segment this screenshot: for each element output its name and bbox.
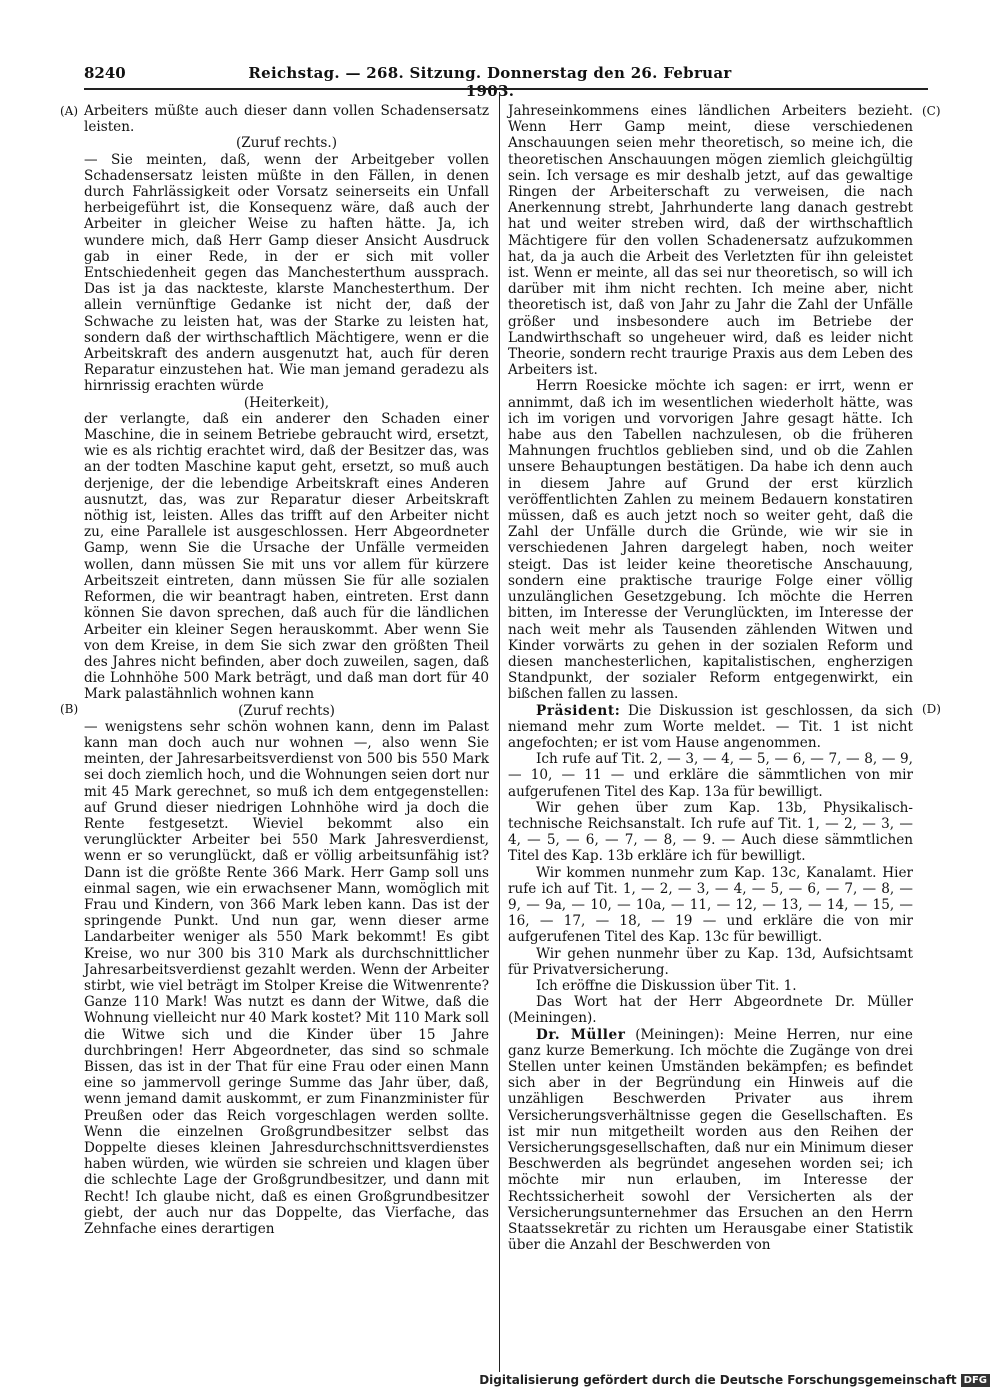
paragraph: Ich rufe auf Tit. 2, — 3, — 4, — 5, — 6, — 7, — 8, — 9, — 10, — 11 — und erkläre die sämmtlichen von mir aufgerufenen Titel des Kap. 13a für bewilligt. xyxy=(508,751,913,800)
running-head: Reichstag. — 268. Sitzung. Donnerstag den 26. Februar 1903. xyxy=(248,64,732,100)
speaker-name: Präsident: xyxy=(536,702,621,719)
speech-text: Die Diskussion ist geschlossen, da sich niemand mehr zum Worte meldet. — Tit. 1 ist nicht angefochten; er ist vom Hause angenommen. xyxy=(508,702,913,751)
credit-text: Digitalisierung gefördert durch die Deutsche Forschungsgemeinschaft xyxy=(479,1373,957,1387)
paragraph: Wir kommen nunmehr zum Kap. 13c, Kanalamt. Hier rufe ich auf Tit. 1, — 2, — 3, — 4, — 5, — 6, — 7, — 8, — 9, — 9a, — 10, — 10a, — 11, — 12, — 13, — 14, — 15, — 16, — 17, — 18, — 19 — und erkläre die von mir aufgerufenen Titel des Kap. 13c für bewilligt. xyxy=(508,864,913,946)
margin-marker-d: (D) xyxy=(922,702,941,716)
right-column xyxy=(508,103,913,1253)
interjection: (Zuruf rechts.) xyxy=(235,135,338,152)
speaker-name: Dr. Müller xyxy=(536,1026,626,1043)
column-divider xyxy=(499,92,500,1372)
paragraph: der verlangte, daß ein anderer den Schaden einer Maschine, die in seinem Betriebe gebraucht wird, ersetzt, wie es als richtig erachtet wird, daß der Besitzer das, was an der todten Maschine kaput geht, ersetzt, so muß auch derjenige, der die lebendige Arbeitskraft eines Anderen ausnutzt, das, was zur Reparatur dieser Arbeitskraft nöthig ist, leisten. Alles das trifft auf den Arbeiter nicht zu, eine Parallele ist ausgeschlossen. Herr Abgeordneter Gamp, wenn Sie die Ursache der Unfälle vermeiden wollen, dann müssen Sie mit uns vor allem für kürzere Arbeitszeit eintreten, dann müssen Sie für alle sozialen Reformen, die wir beantragt haben, eintreten. Erst dann können Sie davon sprechen, daß auch für die ländlichen Arbeiter ein kleiner Segen herauskommt. Aber wenn Sie von dem Kreise, in dem Sie sich zwar den größten Theil des Jahres nicht befinden, aber doch zuweilen, sagen, daß die Lohnhöhe 500 Mark beträgt, und daß man dort für 40 Mark palastähnlich wohnen kann xyxy=(84,410,489,703)
dfg-logo-icon: DFG xyxy=(961,1374,990,1387)
paragraph: Jahreseinkommens eines ländlichen Arbeiters bezieht. Wenn Herr Gamp meint, diese verschiedenen Anschauungen seien mehr theoretisch, so meine ich, die theoretischen Anschauungen mögen ziemlich gleichgültig sein. Ich versage es mir deshalb jetzt, auf das gewaltige Ringen der Arbeiterschaft zu verweisen, die nach Anerkennung strebt, Jahrhunderte lang danach gestrebt hat und weiter streben wird, daß der wirthschaftlich Mächtigere für den vollen Schadenersatz aufzukommen hat, da ja auch die Arbeit des Verletzten für ihn geleistet ist. Wenn er meinte, all das sei nur theoretisch, so will ich darüber mit ihm nicht rechten. Ich meine aber, nicht theoretisch ist, daß von Jahr zu Jahr die Zahl der Unfälle größer und insbesondere auch im Betriebe der Landwirthschaft so ungeheuer wird, daß es leider nicht Theorie, sondern recht traurige Praxis aus dem Leben des Arbeiters ist. xyxy=(508,103,913,379)
header-rule xyxy=(84,88,928,90)
paragraph: Das Wort hat der Herr Abgeordnete Dr. Müller (Meiningen). xyxy=(508,994,913,1027)
speaker-paragraph xyxy=(508,1027,913,1254)
margin-marker-c: (C) xyxy=(922,104,941,118)
margin-marker-a: (A) xyxy=(60,104,79,118)
paragraph: Herrn Roesicke möchte ich sagen: er irrt, wenn er annimmt, daß ich im wesentlichen wiederholt hätte, was ich im vorigen und vorvorigen Jahre gesagt hätte. Ich habe aus den Tabellen nachzulesen, ob die früheren Mahnungen fruchtlos geblieben sind, und ob die Zahlen unsere Behauptungen bestätigen. Da habe ich denn auch in diesem Jahre auf Grund der erst kürzlich veröffentlichten Zahlen zu meinem Bedauern konstatiren müssen, daß es auch jetzt noch so weiter geht, daß die Zahl der Unfälle durch die Gründe, wie wir sie in verschiedenen Jahren dargelegt haben, noch weiter steigt. Das ist leider keine theoretische Anschauung, sondern eine praktische traurige Folge einer völlig unzulänglichen Gesetzgebung. Ich möchte die Herren bitten, im Interesse der Verunglückten, im Interesse der nach weit mehr als Tausenden zählenden Witwen und Kinder vorwärts zu gehen in der sozialen Reform und diesen manchesterlichen, kapitalistischen, engherzigen Standpunkt, der sozialer Reform entgegenwirkt, ein bißchen fallen zu lassen. xyxy=(508,378,913,703)
paragraph: — wenigstens sehr schön wohnen kann, denn im Palast kann man doch auch nur wohnen —, also wenn Sie meinten, der Jahresarbeitsverdienst von 500 bis 550 Mark sei doch ziemlich hoch, und die Wohnungen seien dort nur mit 45 Mark gerechnet, so muß ich dem entgegenstellen: auf Grund dieser niedrigen Lohnhöhe wird ja doch die Rente festgesetzt. Wieviel bekommt also ein verunglückter Arbeiter bei 550 Mark Jahresverdienst, wenn er so verunglückt, daß er völlig arbeitsunfähig ist? Dann ist die größte Rente 366 Mark. Herr Gamp soll uns einmal sagen, wie ein erwachsener Mann, womöglich mit Frau und Kindern, von 366 Mark leben kann. Das ist der springende Punkt. Und nun gar, wenn dieser arme Landarbeiter weniger als 550 Mark bekommt! Es gibt Kreise, wo nur 300 bis 310 Mark als durchschnittlicher Jahresarbeitsverdienst gezahlt werden. Wenn der Arbeiter stirbt, wie viel beträgt im Stolper Kreise die Witwenrente? Ganze 110 Mark! Was nutzt es dann der Witwe, daß die Wohnung vielleicht nur 40 Mark kostet? Mit 110 Mark soll die Witwe sich und die Kinder über 15 Jahre durchbringen! Herr Abgeordneter, das sind so schmale Bissen, das ist in der That für eine Frau oder einen Mann eine so jammervoll geringe Summe das Jahr über, daß, wenn jemand damit auskommt, er zum Finanzminister für Preußen oder das Reich vorgeschlagen werden sollte. Wenn die einzelnen Großgrundbesitzer selbst das Doppelte dieses kleinen Jahresdurchschnittsverdienstes haben würden, wie würden sie schreien und klagen über die schlechte Lage der Großgrundbesitzer, und dann mit Recht! Ich glaube nicht, daß es einen Großgrundbesitzer giebt, der auch nur das Doppelte, das Vierfache, das Zehnfache eines derartigen xyxy=(84,718,489,1238)
speaker-paragraph xyxy=(508,703,913,752)
page-number: 8240 xyxy=(84,64,126,82)
paragraph: Wir gehen über zum Kap. 13b, Physikalisch-technische Reichsanstalt. Ich rufe auf Tit. 1, — 2, — 3, — 4, — 5, — 6, — 7, — 8, — 9. — Auch diese sämmtlichen Titel des Kap. 13b erkläre ich für bewilligt. xyxy=(508,799,913,865)
paragraph: Wir gehen nunmehr über zu Kap. 13d, Aufsichtsamt für Privatversicherung. xyxy=(508,945,913,978)
paragraph: Arbeiters müßte auch dieser dann vollen Schadensersatz leisten. xyxy=(84,103,489,136)
paragraph: Ich eröffne die Diskussion über Tit. 1. xyxy=(536,977,797,994)
left-column xyxy=(84,103,489,1237)
margin-marker-b: (B) xyxy=(60,702,79,716)
interjection: (Zuruf rechts) xyxy=(238,702,335,719)
speech-text: (Meiningen): Meine Herren, nur eine ganz kurze Bemerkung. Ich möchte die Zugänge von drei Stellen unter keinen Umständen bekämpfen; es befindet sich aber in der Begründung ein Hinweis auf die unzähligen Beschwerden Privater aus ihrem Versicherungsverhältnisse gegen die Gesellschaften. Es ist mir nun mitgetheilt worden aus den Reihen der Versicherungsgesellschaften, daß nur ein Minimum dieser Beschwerden als begründet angesehen worden sei; ich möchte mir nun erlauben, im Interesse der Rechtssicherheit sowohl der Versicherten als der Versicherungsunternehmer das Ersuchen an den Herrn Staatssekretär zu richten um Herausgabe einer Statistik über die Anzahl der Beschwerden von xyxy=(508,1026,913,1254)
paragraph: — Sie meinten, daß, wenn der Arbeitgeber vollen Schadensersatz leisten müßte in den Fällen, in denen durch Fahrlässigkeit oder Vorsatz seinerseits ein Unfall herbeigeführt ist, die Konsequenz wäre, daß auch der Arbeiter in gleicher Weise zu haften hätte. Ja, ich wundere mich, daß Herr Gamp dieser Ansicht Ausdruck gab in einer Rede, in der er sich mit voller Entschiedenheit gegen das Manchesterthum aussprach. Das ist ja das nackteste, klarste Manchesterthum. Der allein vernünftige Gedanke ist nicht der, daß der Schwache zu leisten hat, was der Starke zu leisten hat, sondern daß der wirthschaftlich Mächtigere, wenn er die Arbeitskraft des andern ausgenutzt hat, auch für deren Reparatur einzustehen hat. Wie man jemand geradezu als hirnrissig erachten würde xyxy=(84,151,489,395)
footer-credit xyxy=(479,1373,990,1387)
interjection: (Heiterkeit), xyxy=(243,394,330,411)
